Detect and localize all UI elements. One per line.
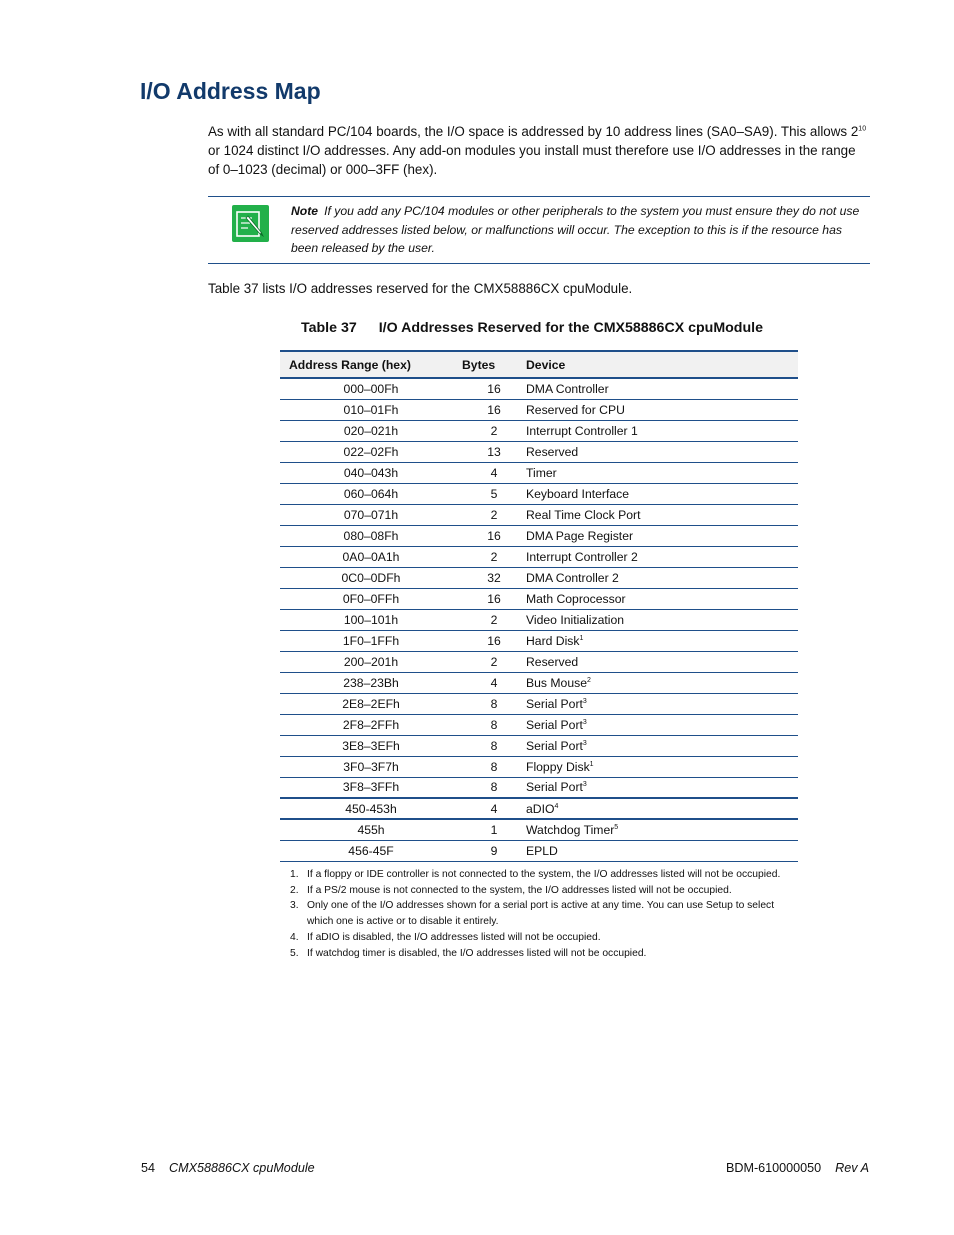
cell-device <box>526 651 798 672</box>
cell-bytes: 16 <box>462 588 526 609</box>
cell-address-range: 0C0–0DFh <box>280 567 462 588</box>
cell-device <box>526 525 798 546</box>
device-name: Serial Port <box>526 780 583 795</box>
device-name: Hard Disk <box>526 633 580 648</box>
cell-address-range: 2F8–2FFh <box>280 714 462 735</box>
device-name: Interrupt Controller 1 <box>526 423 638 438</box>
cell-device <box>526 693 798 714</box>
header-address-range: Address Range (hex) <box>280 351 462 378</box>
cell-address-range: 200–201h <box>280 651 462 672</box>
cell-bytes: 8 <box>462 735 526 756</box>
cell-device <box>526 546 798 567</box>
table-row <box>280 378 798 399</box>
intro-text-1: As with all standard PC/104 boards, the I/O space is addressed by 10 address lines (SA0–SA9). This allows 2 <box>208 124 859 139</box>
cell-address-range: 1F0–1FFh <box>280 630 462 651</box>
table-footnotes <box>290 867 802 961</box>
cell-device <box>526 588 798 609</box>
device-name: Reserved <box>526 444 579 459</box>
cell-address-range: 000–00Fh <box>280 378 462 399</box>
footnote-marker: 2 <box>586 676 591 684</box>
header-device: Device <box>526 351 798 378</box>
footer-left <box>141 1161 315 1175</box>
cell-bytes: 9 <box>462 840 526 861</box>
footnote-text: If a floppy or IDE controller is not connected to the system, the I/O addresses listed will not be occupied. <box>307 869 781 880</box>
intro-text-2: or 1024 distinct I/O addresses. Any add-on modules you install must therefore use I/O addresses in the range of 0–1023 (decimal) or 000–3FF (hex). <box>208 143 856 177</box>
cell-address-range: 238–23Bh <box>280 672 462 693</box>
device-name: Real Time Clock Port <box>526 507 641 522</box>
cell-bytes: 16 <box>462 378 526 399</box>
cell-device <box>526 609 798 630</box>
cell-address-range: 060–064h <box>280 483 462 504</box>
table-row <box>280 525 798 546</box>
device-name: DMA Page Register <box>526 528 634 543</box>
note-pencil-icon <box>232 205 269 242</box>
cell-address-range: 040–043h <box>280 462 462 483</box>
cell-device <box>526 462 798 483</box>
device-name: EPLD <box>526 843 558 858</box>
table-caption-title: I/O Addresses Reserved for the CMX58886CX cpuModule <box>378 320 763 336</box>
cell-bytes: 16 <box>462 630 526 651</box>
table-row <box>280 399 798 420</box>
cell-device <box>526 672 798 693</box>
cell-bytes: 8 <box>462 756 526 777</box>
cell-bytes: 13 <box>462 441 526 462</box>
device-name: aDIO <box>526 801 555 816</box>
device-name: Timer <box>526 465 557 480</box>
cell-bytes: 1 <box>462 819 526 840</box>
cell-bytes: 4 <box>462 672 526 693</box>
table-row <box>280 588 798 609</box>
table-row <box>280 609 798 630</box>
footnote-number: 4. <box>290 931 299 943</box>
table-header-row <box>280 351 798 378</box>
cell-bytes: 4 <box>462 798 526 819</box>
footnote-item <box>290 867 802 883</box>
cell-bytes: 8 <box>462 714 526 735</box>
page-title: I/O Address Map <box>140 78 321 104</box>
cell-bytes: 4 <box>462 462 526 483</box>
cell-address-range: 022–02Fh <box>280 441 462 462</box>
cell-address-range: 456-45F <box>280 840 462 861</box>
table-row <box>280 546 798 567</box>
cell-device <box>526 483 798 504</box>
footer-right <box>726 1161 869 1175</box>
cell-bytes: 16 <box>462 399 526 420</box>
table-body <box>280 378 798 861</box>
table-row <box>280 840 798 861</box>
cell-bytes: 2 <box>462 420 526 441</box>
cell-device <box>526 441 798 462</box>
device-name: Video Initialization <box>526 612 625 627</box>
cell-device <box>526 735 798 756</box>
device-name: Keyboard Interface <box>526 486 629 501</box>
table-row <box>280 777 798 798</box>
footnote-number: 2. <box>290 884 299 896</box>
cell-device <box>526 777 798 798</box>
cell-address-range: 010–01Fh <box>280 399 462 420</box>
footnote-text: If a PS/2 mouse is not connected to the system, the I/O addresses listed will not be occupied. <box>307 884 732 896</box>
footnote-text: If watchdog timer is disabled, the I/O addresses listed will not be occupied. <box>307 947 647 959</box>
footnote-marker: 5 <box>614 823 619 831</box>
device-name: Bus Mouse <box>526 675 587 690</box>
table-row <box>280 714 798 735</box>
cell-device <box>526 567 798 588</box>
footnote-marker: 3 <box>582 697 587 705</box>
footnote-number: 1. <box>290 869 299 880</box>
device-name: Interrupt Controller 2 <box>526 549 638 564</box>
intro-paragraph <box>208 122 870 179</box>
table-caption <box>301 320 763 336</box>
cell-device <box>526 714 798 735</box>
footnote-item <box>290 930 802 946</box>
device-name: Serial Port <box>526 696 583 711</box>
cell-address-range: 3F8–3FFh <box>280 777 462 798</box>
note-body: If you add any PC/104 modules or other peripherals to the system you must ensure they do not use reserved addresses listed below, or malfunctions will occur. The exception to this is if the resource has been released by the user. <box>291 204 860 255</box>
cell-device <box>526 819 798 840</box>
table-row <box>280 672 798 693</box>
page-number: 54 <box>141 1161 156 1175</box>
table-row <box>280 567 798 588</box>
device-name: DMA Controller <box>526 381 609 396</box>
note-box <box>208 196 870 264</box>
header-bytes: Bytes <box>462 351 526 378</box>
intro-exponent: 10 <box>858 125 867 133</box>
cell-address-range: 455h <box>280 819 462 840</box>
device-name: Watchdog Timer <box>526 822 615 837</box>
device-name: Serial Port <box>526 717 583 732</box>
table-row <box>280 504 798 525</box>
footnote-text: If aDIO is disabled, the I/O addresses listed will not be occupied. <box>307 931 601 943</box>
device-name: DMA Controller 2 <box>526 570 619 585</box>
footnote-marker: 3 <box>582 718 587 726</box>
device-name: Reserved <box>526 654 579 669</box>
footnote-item <box>290 946 802 962</box>
device-name: Reserved for CPU <box>526 402 625 417</box>
footnote-text: Only one of the I/O addresses shown for a serial port is active at any time. You can use Setup to select which one is active or to disable it entirely. <box>307 900 775 928</box>
cell-bytes: 32 <box>462 567 526 588</box>
table-row <box>280 630 798 651</box>
footnote-number: 5. <box>290 947 299 959</box>
cell-bytes: 16 <box>462 525 526 546</box>
device-name: Math Coprocessor <box>526 591 626 606</box>
table-row <box>280 441 798 462</box>
footnote-item <box>290 883 802 899</box>
footnote-item <box>290 898 802 929</box>
footer-doc-id: BDM-610000050 <box>725 1161 822 1175</box>
cell-device <box>526 840 798 861</box>
cell-address-range: 070–071h <box>280 504 462 525</box>
cell-address-range: 080–08Fh <box>280 525 462 546</box>
cell-bytes: 2 <box>462 546 526 567</box>
cell-address-range: 2E8–2EFh <box>280 693 462 714</box>
device-name: Serial Port <box>526 738 583 753</box>
cell-device <box>526 420 798 441</box>
cell-address-range: 3F0–3F7h <box>280 756 462 777</box>
footnote-marker: 3 <box>582 739 587 747</box>
cell-device <box>526 630 798 651</box>
note-text <box>291 202 869 258</box>
cell-address-range: 100–101h <box>280 609 462 630</box>
device-name: Floppy Disk <box>526 759 590 774</box>
table-reference-text: Table 37 lists I/O addresses reserved for the CMX58886CX cpuModule. <box>208 281 633 296</box>
cell-address-range: 0F0–0FFh <box>280 588 462 609</box>
note-label: Note <box>291 204 319 218</box>
cell-device <box>526 798 798 819</box>
footnote-marker: 3 <box>582 781 587 789</box>
footer-product: CMX58886CX cpuModule <box>169 1161 315 1175</box>
table-row <box>280 756 798 777</box>
footnote-number: 3. <box>290 900 299 912</box>
footer-revision: Rev A <box>835 1161 869 1175</box>
cell-bytes: 2 <box>462 651 526 672</box>
cell-address-range: 020–021h <box>280 420 462 441</box>
cell-device <box>526 399 798 420</box>
cell-bytes: 8 <box>462 693 526 714</box>
footnote-marker: 1 <box>589 760 594 768</box>
cell-bytes: 2 <box>462 504 526 525</box>
io-address-table <box>280 350 798 862</box>
cell-bytes: 2 <box>462 609 526 630</box>
cell-device <box>526 504 798 525</box>
cell-address-range: 3E8–3EFh <box>280 735 462 756</box>
footnote-marker: 4 <box>554 802 559 810</box>
table-row <box>280 798 798 819</box>
cell-device <box>526 756 798 777</box>
cell-device <box>526 378 798 399</box>
table-row <box>280 819 798 840</box>
table-row <box>280 420 798 441</box>
table-row <box>280 693 798 714</box>
footnote-marker: 1 <box>579 634 584 642</box>
table-caption-number: Table 37 <box>301 320 357 336</box>
table-row <box>280 462 798 483</box>
table-row <box>280 735 798 756</box>
table-row <box>280 483 798 504</box>
cell-bytes: 5 <box>462 483 526 504</box>
cell-bytes: 8 <box>462 777 526 798</box>
table-row <box>280 651 798 672</box>
cell-address-range: 0A0–0A1h <box>280 546 462 567</box>
cell-address-range: 450-453h <box>280 798 462 819</box>
